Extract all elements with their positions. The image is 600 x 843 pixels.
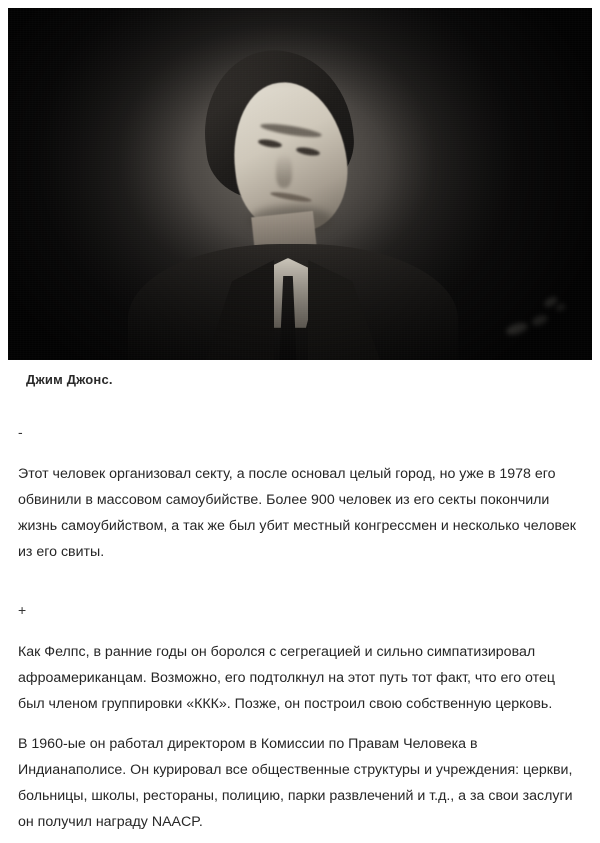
article-body: [8, 425, 592, 835]
paragraph-2: Как Фелпс, в ранние годы он боролся с сегрегацией и сильно симпатизировал афроамериканцам. Возможно, его подтолкнул на этот путь тот факт, что его отец был членом группировки «ККК». Позже, он построил свою собственную церковь.: [18, 644, 555, 712]
article-figure: [8, 8, 592, 387]
separator-minus: -: [18, 424, 23, 440]
paragraph-1: Этот человек организовал секту, а после основал целый город, но уже в 1978 его обвинили в массовом самоубийстве. Более 900 человек из его секты покончили жизнь самоубийством, а так же был убит местный конгрессмен и несколько человек из его свиты.: [18, 466, 577, 560]
separator-plus: +: [18, 602, 27, 618]
photo-grain: [8, 8, 592, 360]
portrait-photo: [8, 8, 592, 360]
photo-caption: Джим Джонс.: [26, 372, 113, 387]
paragraph-3: В 1960-ые он работал директором в Комиссии по Правам Человека в Индианаполисе. Он курировал все общественные структуры и учреждения: церкви, больницы, школы, рестораны, полицию, парки развлечений и т.д., а за свои заслуги он получил награду NAACP.: [18, 736, 573, 830]
